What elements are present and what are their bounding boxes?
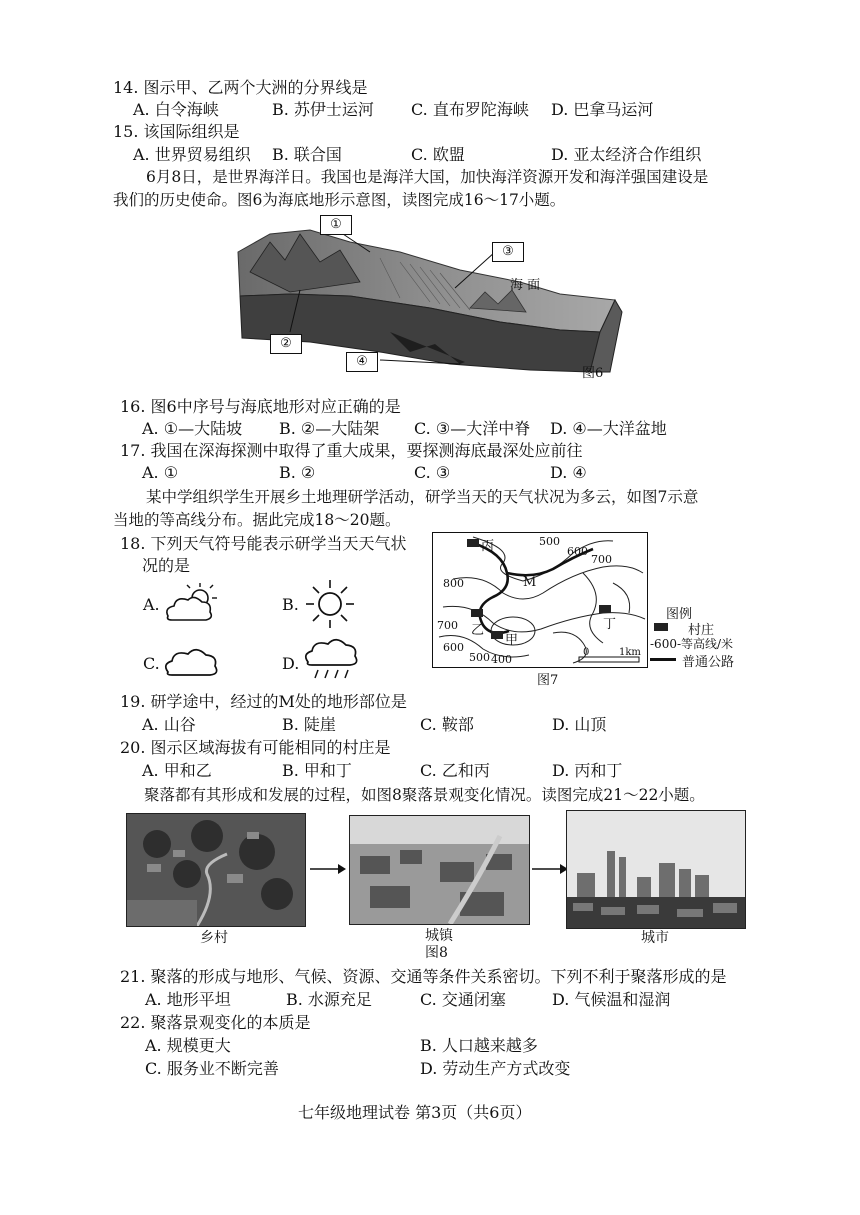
partly-cloudy-icon bbox=[162, 580, 224, 626]
point-m: M bbox=[523, 575, 537, 590]
city-photo bbox=[566, 810, 746, 929]
village-label: 乡村 bbox=[200, 930, 228, 946]
contour-500-bottom: 500 bbox=[469, 651, 490, 664]
q14-option-c: C. 直布罗陀海峡 bbox=[411, 100, 529, 119]
q15-stem: 15. 该国际组织是 bbox=[113, 122, 240, 141]
contour-map bbox=[433, 533, 647, 667]
q14-option-b: B. 苏伊士运河 bbox=[272, 100, 374, 119]
arrow-1-icon bbox=[310, 862, 346, 876]
q22-stem: 22. 聚落景观变化的本质是 bbox=[120, 1013, 311, 1032]
q20-option-a: A. 甲和乙 bbox=[142, 761, 212, 780]
q17-option-b: B. ② bbox=[279, 463, 316, 482]
cloudy-icon bbox=[160, 640, 222, 680]
q15-option-d: D. 亚太经济合作组织 bbox=[551, 145, 702, 164]
seafloor-diagram bbox=[230, 212, 630, 388]
figure-6-caption: 图6 bbox=[582, 366, 604, 381]
q21-option-d: D. 气候温和湿润 bbox=[552, 990, 671, 1009]
legend-village: 村庄 bbox=[688, 623, 715, 638]
legend-village-icon bbox=[654, 623, 668, 631]
q16-option-b: B. ②—大陆架 bbox=[279, 419, 380, 438]
contour-700-left: 700 bbox=[437, 619, 458, 632]
village-photo bbox=[126, 813, 306, 927]
q15-option-a: A. 世界贸易组织 bbox=[133, 145, 251, 164]
q22-option-a: A. 规模更大 bbox=[145, 1036, 231, 1055]
q18-stem-line1: 18. 下列天气符号能表示研学当天天气状 bbox=[120, 534, 407, 553]
q19-option-a: A. 山谷 bbox=[142, 715, 196, 734]
q14-stem: 14. 图示甲、乙两个大洲的分界线是 bbox=[113, 78, 368, 97]
sunny-icon bbox=[302, 578, 358, 630]
contour-800-left: 800 bbox=[443, 577, 464, 590]
legend-road-icon bbox=[650, 658, 676, 661]
intro18-line1: 某中学组织学生开展乡土地理研学活动，研学当天的天气状况为多云，如图7示意 bbox=[146, 488, 699, 506]
q15-option-c: C. 欧盟 bbox=[411, 145, 465, 164]
q18-option-d: D. bbox=[282, 654, 300, 673]
q21-option-a: A. 地形平坦 bbox=[145, 990, 231, 1009]
figure-6 bbox=[230, 212, 630, 388]
q15-option-b: B. 联合国 bbox=[272, 145, 342, 164]
village-ding: 丁 bbox=[603, 617, 617, 632]
callout-3: ③ bbox=[492, 242, 524, 262]
q17-option-a: A. ① bbox=[142, 463, 179, 482]
q20-stem: 20. 图示区域海拔有可能相同的村庄是 bbox=[120, 738, 391, 757]
q21-option-c: C. 交通闭塞 bbox=[420, 990, 506, 1009]
sea-surface-label: 海 面 bbox=[510, 278, 541, 293]
contour-600-left: 600 bbox=[443, 641, 464, 654]
q21-stem: 21. 聚落的形成与地形、气候、资源、交通等条件关系密切。下列不利于聚落形成的是 bbox=[120, 967, 727, 986]
city-label: 城市 bbox=[641, 930, 669, 946]
village-bing: 丙 bbox=[481, 539, 495, 554]
q22-option-d: D. 劳动生产方式改变 bbox=[420, 1059, 571, 1078]
q19-option-d: D. 山顶 bbox=[552, 715, 607, 734]
q18-option-c: C. bbox=[143, 654, 160, 673]
legend-title: 图例 bbox=[666, 607, 693, 622]
intro16-line2: 我们的历史使命。图6为海底地形示意图，读图完成16～17小题。 bbox=[113, 191, 566, 209]
q20-option-d: D. 丙和丁 bbox=[552, 761, 623, 780]
rain-icon bbox=[300, 632, 362, 684]
intro18-line2: 当地的等高线分布。据此完成18～20题。 bbox=[113, 511, 401, 529]
contour-700-right: 700 bbox=[591, 553, 612, 566]
q19-option-b: B. 陡崖 bbox=[282, 715, 336, 734]
intro21-line1: 聚落都有其形成和发展的过程，如图8聚落景观变化情况。读图完成21～22小题。 bbox=[144, 786, 705, 804]
legend-contour: -600-等高线/米 bbox=[650, 637, 734, 651]
town-label: 城镇 bbox=[425, 928, 453, 944]
figure-8-caption: 图8 bbox=[425, 945, 448, 961]
q16-option-d: D. ④—大洋盆地 bbox=[550, 419, 667, 438]
q21-option-b: B. 水源充足 bbox=[286, 990, 372, 1009]
arrow-2-icon bbox=[532, 862, 568, 876]
contour-600-top: 600 bbox=[567, 545, 588, 558]
q20-option-c: C. 乙和丙 bbox=[420, 761, 490, 780]
q14-option-a: A. 白令海峡 bbox=[133, 100, 219, 119]
page-footer: 七年级地理试卷 第3页（共6页） bbox=[298, 1103, 532, 1122]
scale-zero: 0 bbox=[583, 647, 590, 658]
q14-option-d: D. 巴拿马运河 bbox=[551, 100, 654, 119]
q22-option-c: C. 服务业不断完善 bbox=[145, 1059, 279, 1078]
q16-option-a: A. ①—大陆坡 bbox=[142, 419, 243, 438]
village-jia: 甲 bbox=[505, 633, 519, 648]
town-photo bbox=[349, 815, 530, 925]
q17-option-d: D. ④ bbox=[550, 463, 587, 482]
contour-500-top: 500 bbox=[539, 535, 560, 548]
q22-option-b: B. 人口越来越多 bbox=[420, 1036, 538, 1055]
q18-stem-line2: 况的是 bbox=[142, 556, 191, 575]
callout-1: ① bbox=[320, 215, 352, 235]
village-yi: 乙 bbox=[471, 623, 485, 638]
q20-option-b: B. 甲和丁 bbox=[282, 761, 352, 780]
q16-option-c: C. ③—大洋中脊 bbox=[414, 419, 531, 438]
contour-400-bottom: 400 bbox=[491, 653, 512, 666]
q16-stem: 16. 图6中序号与海底地形对应正确的是 bbox=[120, 397, 401, 416]
scale-1km: 1km bbox=[619, 647, 641, 658]
q19-stem: 19. 研学途中，经过的M处的地形部位是 bbox=[120, 692, 407, 711]
q19-option-c: C. 鞍部 bbox=[420, 715, 474, 734]
figure-7-map bbox=[432, 532, 648, 668]
q17-stem: 17. 我国在深海探测中取得了重大成果，要探测海底最深处应前往 bbox=[120, 441, 583, 460]
figure-7-caption: 图7 bbox=[537, 673, 559, 688]
intro16-line1: 6月8日，是世界海洋日。我国也是海洋大国，加快海洋资源开发和海洋强国建设是 bbox=[146, 168, 709, 186]
q18-option-b: B. bbox=[282, 595, 299, 614]
callout-2: ② bbox=[270, 334, 302, 354]
q18-option-a: A. bbox=[143, 595, 160, 614]
legend-road: 普通公路 bbox=[682, 655, 735, 670]
q17-option-c: C. ③ bbox=[414, 463, 451, 482]
callout-4: ④ bbox=[346, 352, 378, 372]
